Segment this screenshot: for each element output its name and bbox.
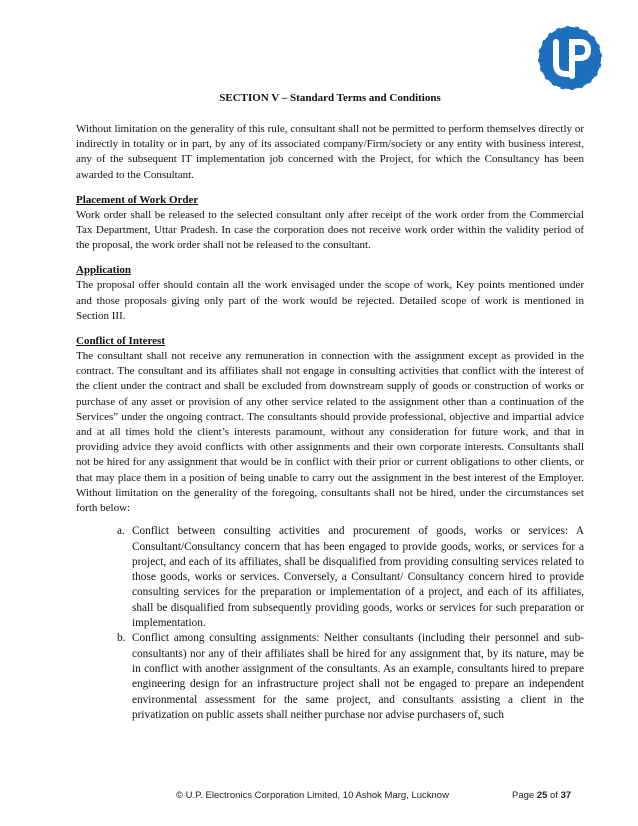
- paragraph-conflict-of-interest: The consultant shall not receive any remuneration in connection with the assignment except as provided in the contract. The consultant and its affiliates shall not engage in consulting activities that conflict with the interest of the client under the contract and shall be excluded from downstream supply of goods or construction of works or purchase of any asset or provision of any other service related to the assignment other than a continuation of the Services” under the ongoing contract. The consultants should provide professional, objective and impartial advice and at all times hold the client’s interests paramount, without any consideration for future work, and that in providing advice they avoid conflicts with other assignments and their own corporate interests. Consultants shall not be hired for any assignment that would be in conflict with their prior or current obligations to other clients, or that may place them in a position of being unable to carry out the assignment in the best interest of the Employer. Without limitation on the generality of the foregoing, consultants shall not be hired, under the circumstances set forth below:: [76, 350, 584, 515]
- intro-paragraph: Without limitation on the generality of this rule, consultant shall not be permitted to perform themselves directly or indirectly in totality or in part, by any of its associated company/Firm/society or any entity with business interest, any of the subsequent IT implementation job concerned with the Project, for which the Consultancy has been awarded to the Consultant.: [76, 123, 584, 181]
- of-label: of: [550, 790, 558, 801]
- list-item-text: Conflict between consulting activities and procurement of goods, works or services: A Consultant/Consultancy concern that has been engaged to provide goods, works, or services for a project, and each of its affiliates, shall be disqualified from providing consulting services related to those goods, works or services. Conversely, a Consultant/ Consultancy concern hired to provide consulting services for the preparation or implementation of a project, and each of its affiliates, shall be disqualified from subsequently providing goods, works or services for such preparation or implementation.: [132, 525, 584, 630]
- uptron-logo: [532, 20, 608, 96]
- list-item: [117, 631, 584, 723]
- heading-placement-of-work-order: Placement of Work Order: [76, 193, 199, 206]
- list-item-text: Conflict among consulting assignments: Neither consultants (including their personnel and sub-consultants) nor any of their affiliates shall be hired for any assignment that, by its nature, may be in conflict with another assignment of the consultants. As an example, consultants hired to prepare engineering design for an infrastructure project shall not be engaged to prepare an independent environmental assessment for the same project, and consultants assisting a client in the privatization on public assets shall neither purchase nor advise purchasers of, such: [132, 632, 584, 721]
- paragraph-placement-of-work-order: Work order shall be released to the selected consultant only after receipt of the work order from the Commercial Tax Department, Uttar Pradesh. In case the corporation does not receive work order within the validity period of the proposal, the work order shall not be released to the consultant.: [76, 208, 584, 252]
- page-label: Page: [512, 790, 535, 801]
- heading-conflict-of-interest: Conflict of Interest: [76, 335, 165, 348]
- page-number: 25: [536, 790, 548, 801]
- paragraph-application: The proposal offer should contain all the work envisaged under the scope of work, Key points mentioned under and those proposals giving only part of the work would be rejected. Detailed scope of work is mentioned in Section III.: [76, 279, 584, 322]
- logo-emblem-icon: [532, 20, 608, 96]
- footer-page-info: [512, 790, 571, 801]
- document-body: [76, 91, 584, 723]
- total-pages: 37: [560, 790, 572, 801]
- heading-application: Application: [76, 264, 132, 277]
- footer-copyright: © U.P. Electronics Corporation Limited, 10 Ashok Marg, Lucknow: [176, 790, 449, 801]
- list-marker: b.: [117, 632, 126, 645]
- conflict-list: [76, 524, 584, 723]
- list-marker: a.: [117, 525, 125, 538]
- list-item: [117, 524, 584, 631]
- section-title: SECTION V – Standard Terms and Conditions: [219, 92, 441, 104]
